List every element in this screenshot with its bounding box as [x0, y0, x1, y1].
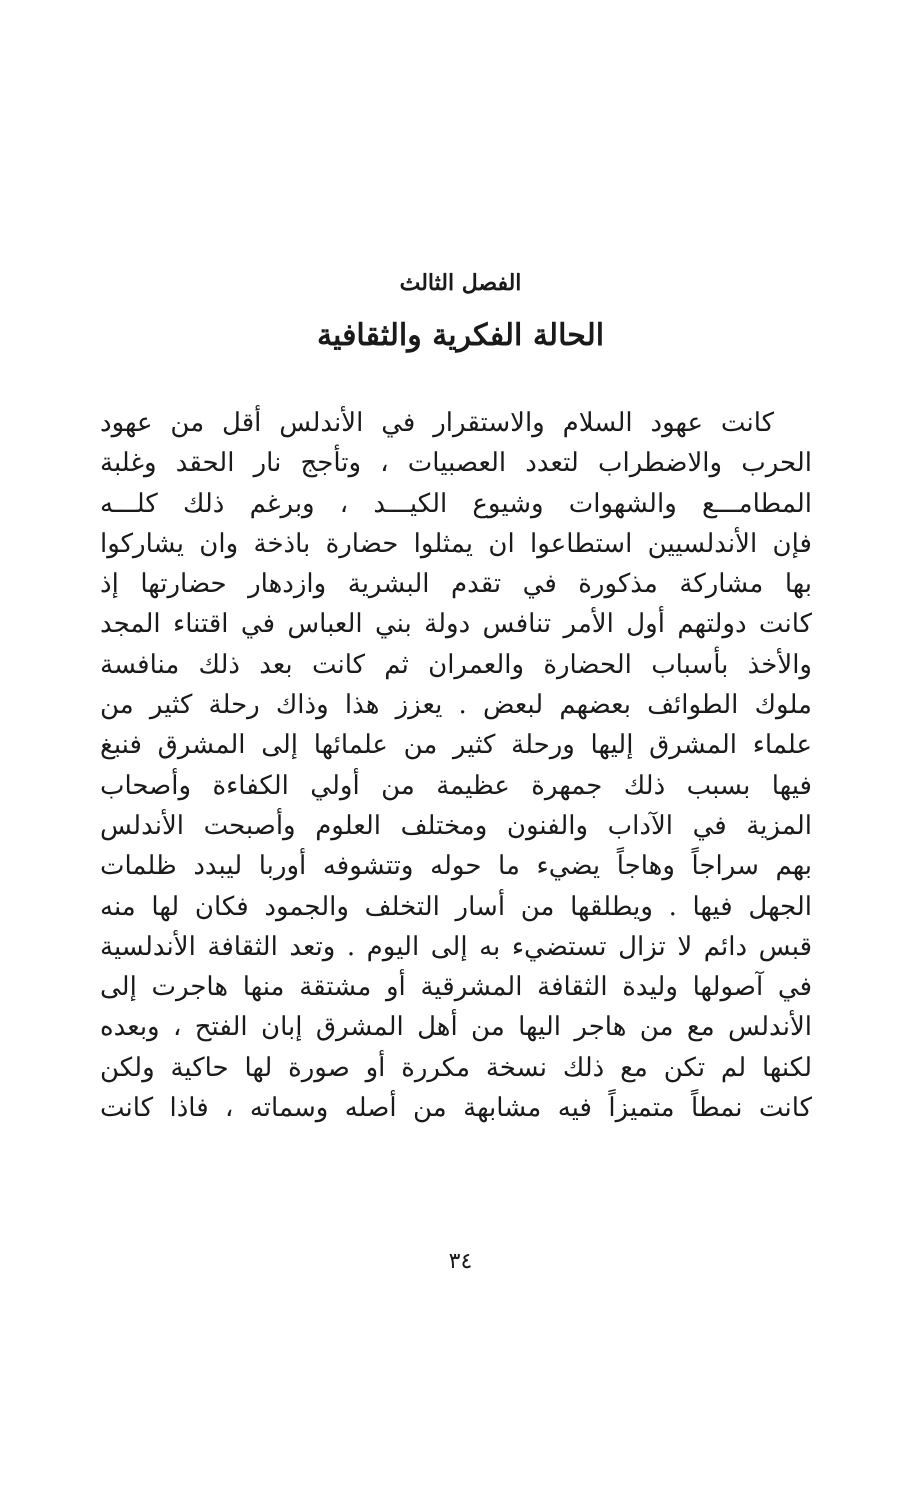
body-line: الأندلس مع من هاجر اليها من أهل المشرق إبان الفتح ، وبعده — [100, 1012, 812, 1043]
body-line: بها مشاركة مذكورة في تقدم البشرية وازدهار حضارتها إذ — [100, 569, 812, 600]
body-line: المزية في الآداب والفنون ومختلف العلوم وأصبحت الأندلس — [100, 810, 812, 841]
body-line: في آصولها وليدة الثقافة المشرقية أو مشتقة منها هاجرت إلى — [100, 972, 812, 1003]
chapter-label: الفصل الثالث — [399, 270, 522, 296]
body-line: كانت نمطاً متميزاً فيه مشابهة من أصله وسماته ، فاذا كانت — [100, 1093, 812, 1124]
body-line: قبس دائم لا تزال تستضيء به إلى اليوم . وتعد الثقافة الأندلسية — [100, 931, 812, 962]
body-text — [100, 403, 812, 1128]
chapter-title: الحالة الفكرية والثقافية — [316, 318, 605, 353]
body-line: الحرب والاضطراب لتعدد العصبيات ، وتأجج نار الحقد وغلبة — [100, 448, 812, 479]
body-line: ملوك الطوائف بعضهم لبعض . يعزز هذا وذاك رحلة كثير من — [100, 690, 812, 721]
body-line: علماء المشرق إليها ورحلة كثير من علمائها إلى المشرق فنبغ — [100, 730, 812, 761]
body-line: فيها بسبب ذلك جمهرة عظيمة من أولي الكفاءة وأصحاب — [100, 770, 812, 801]
body-line: والأخذ بأسباب الحضارة والعمران ثم كانت بعد ذلك منافسة — [100, 649, 812, 680]
body-line: كانت عهود السلام والاستقرار في الأندلس أقل من عهود — [100, 408, 774, 438]
body-line: بهم سراجاً وهاجاً يضيء ما حوله وتتشوفه أوربا ليبدد ظلمات — [100, 851, 812, 882]
body-line: المطامـــع والشهوات وشيوع الكيـــد ، وبرغم ذلك كلـــه — [100, 488, 812, 519]
page-number: ٣٤ — [448, 1249, 473, 1274]
body-line: كانت دولتهم أول الأمر تنافس دولة بني العباس في اقتناء المجد — [100, 609, 812, 640]
body-line: فإن الأندلسيين استطاعوا ان يمثلوا حضارة باذخة وان يشاركوا — [100, 528, 812, 559]
body-line: لكنها لم تكن مع ذلك نسخة مكررة أو صورة لها حاكية ولكن — [100, 1052, 812, 1083]
body-line: الجهل فيها . ويطلقها من أسار التخلف والجمود فكان لها منه — [100, 891, 812, 922]
